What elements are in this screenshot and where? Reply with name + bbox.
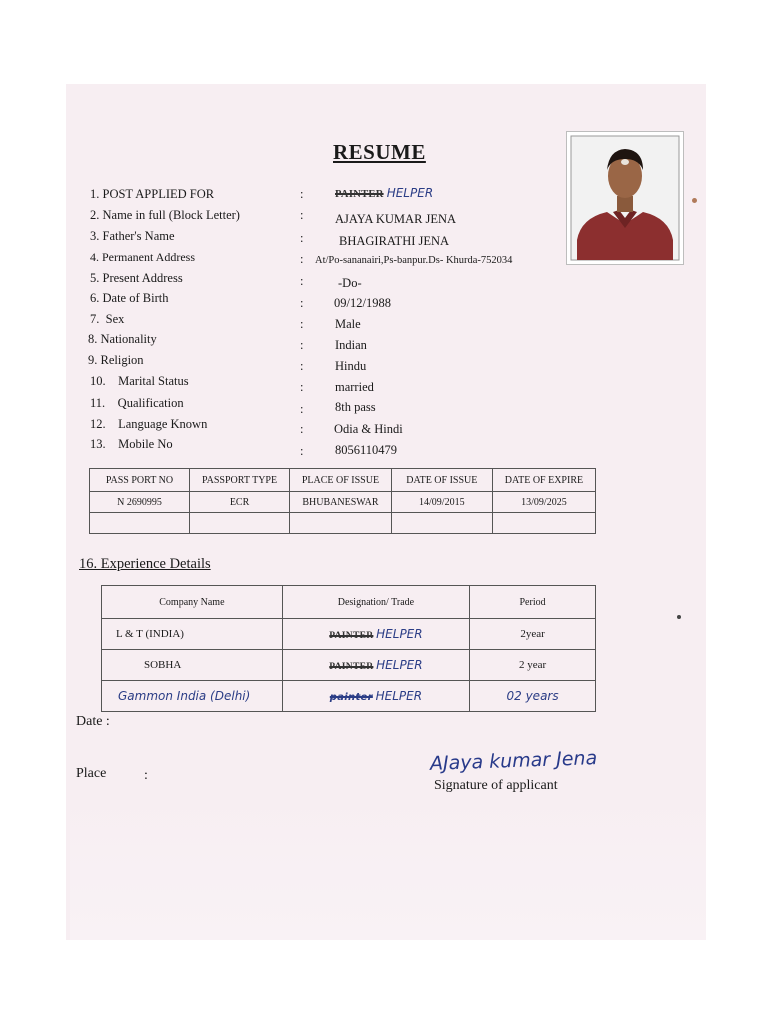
field-colon: : — [300, 187, 304, 201]
field-label: 4. Permanent Address — [90, 250, 195, 264]
field-value-permanent-address: At/Po-sananairi,Ps-banpur.Ds- Khurda-752034 — [315, 255, 513, 266]
table-row — [102, 650, 596, 681]
signature-caption: Signature of applicant — [434, 778, 558, 793]
field-colon: : — [300, 296, 304, 310]
field-value-religion: Hindu — [335, 359, 367, 373]
field-colon: : — [300, 317, 304, 331]
field-value-name: AJAYA KUMAR JENA — [335, 212, 457, 226]
table-row — [102, 619, 596, 650]
signature: AJaya kumar Jena — [429, 747, 598, 775]
field-colon: : — [300, 422, 304, 436]
table-cell: 13/09/2025 — [492, 492, 595, 513]
table-header: PASSPORT TYPE — [189, 469, 289, 492]
field-label: 13. Mobile No — [90, 437, 173, 451]
field-label: 3. Father's Name — [90, 229, 175, 243]
page-lower-area — [70, 790, 706, 940]
table-header-row — [90, 469, 596, 492]
designation-cell: PAINTER HELPER — [282, 619, 469, 650]
field-label: 6. Date of Birth — [90, 291, 169, 305]
table-cell: BHUBANESWAR — [290, 492, 392, 513]
table-cell — [290, 513, 392, 534]
field-label: 12. Language Known — [90, 417, 208, 431]
place-colon: : — [144, 768, 148, 783]
field-label: 2. Name in full (Block Letter) — [90, 208, 240, 222]
applicant-photo — [566, 131, 684, 265]
field-colon: : — [300, 380, 304, 394]
table-row — [102, 681, 596, 712]
field-label: 1. POST APPLIED FOR — [90, 187, 215, 201]
field-value-present-address: -Do- — [338, 276, 362, 290]
field-value-nationality: Indian — [335, 338, 367, 352]
field-colon: : — [300, 402, 304, 416]
field-value-qualification: 8th pass — [335, 400, 376, 414]
field-label: 10. Marital Status — [90, 374, 189, 388]
table-header: Designation/ Trade — [282, 586, 469, 619]
field-colon: : — [300, 359, 304, 373]
field-colon: : — [300, 252, 304, 266]
table-cell — [189, 513, 289, 534]
table-header: DATE OF EXPIRE — [492, 469, 595, 492]
table-header-row — [102, 586, 596, 619]
designation-cell: PAINTER HELPER — [282, 650, 469, 681]
table-cell — [90, 513, 190, 534]
field-colon: : — [300, 444, 304, 458]
period-cell: 2 year — [470, 650, 596, 681]
field-colon: : — [300, 338, 304, 352]
table-cell: 14/09/2015 — [391, 492, 492, 513]
field-label: 9. Religion — [88, 353, 144, 367]
company-cell: L & T (INDIA) — [102, 619, 283, 650]
scan-speck — [692, 198, 697, 203]
field-value-marital: married — [335, 380, 374, 394]
field-colon: : — [300, 274, 304, 288]
field-colon: : — [300, 208, 304, 222]
table-header: PLACE OF ISSUE — [290, 469, 392, 492]
place-label: Place — [76, 766, 107, 781]
field-label: 11. Qualification — [90, 396, 184, 410]
table-cell: N 2690995 — [90, 492, 190, 513]
period-cell: 02 years — [470, 681, 596, 712]
field-colon: : — [300, 231, 304, 245]
company-cell: Gammon India (Delhi) — [102, 681, 283, 712]
experience-table — [101, 585, 596, 712]
experience-heading: 16. Experience Details — [79, 556, 211, 572]
page-title: RESUME — [333, 140, 426, 164]
field-value-sex: Male — [335, 317, 361, 331]
field-label: 5. Present Address — [90, 271, 183, 285]
field-value-dob: 09/12/1988 — [334, 296, 391, 310]
field-label: 8. Nationality — [88, 332, 157, 346]
scan-speck — [677, 615, 681, 619]
field-value-father: BHAGIRATHI JENA — [339, 234, 450, 248]
field-value-languages: Odia & Hindi — [334, 422, 403, 436]
field-value-post: PAINTER HELPER — [335, 186, 434, 200]
designation-cell: painter HELPER — [282, 681, 469, 712]
table-row — [90, 513, 596, 534]
table-row — [90, 492, 596, 513]
table-header: PASS PORT NO — [90, 469, 190, 492]
company-cell: SOBHA — [102, 650, 283, 681]
table-header: DATE OF ISSUE — [391, 469, 492, 492]
date-label: Date : — [76, 714, 110, 729]
table-header: Period — [470, 586, 596, 619]
period-cell: 2year — [470, 619, 596, 650]
passport-table — [89, 468, 596, 534]
table-header: Company Name — [102, 586, 283, 619]
table-cell — [492, 513, 595, 534]
field-value-mobile: 8056110479 — [335, 443, 398, 457]
table-cell: ECR — [189, 492, 289, 513]
field-label: 7. Sex — [90, 312, 125, 326]
table-cell — [391, 513, 492, 534]
